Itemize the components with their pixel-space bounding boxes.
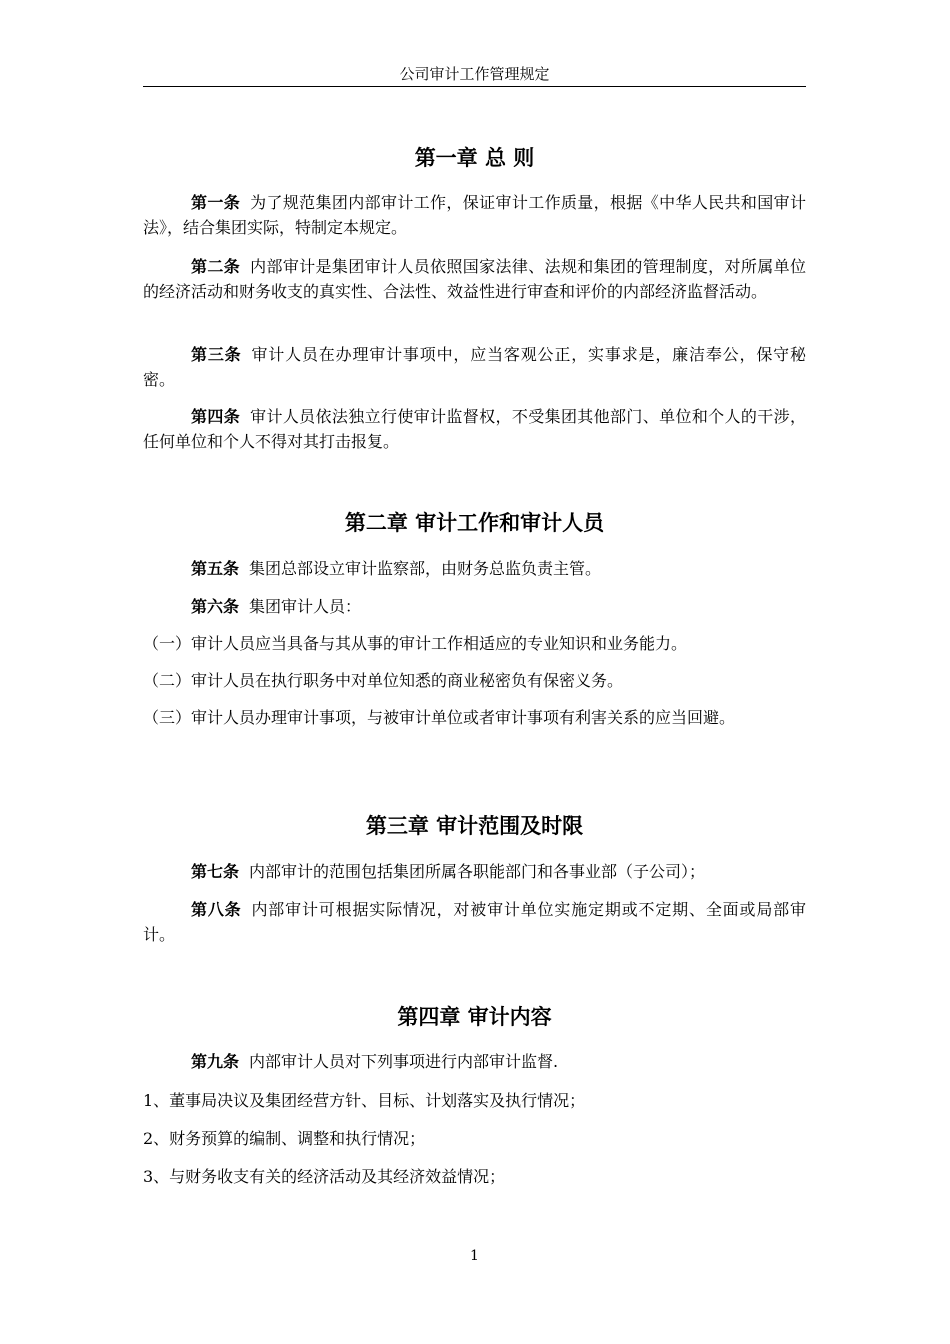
- chapter-4-title: 第四章 审计内容: [397, 1005, 552, 1029]
- list-item: （一）审计人员应当具备与其从事的审计工作相适应的专业知识和业务能力。: [143, 634, 688, 653]
- article-number: 第六条: [191, 597, 240, 616]
- article-number: 第二条: [191, 257, 241, 276]
- article-text: 内部审计人员对下列事项进行内部审计监督.: [249, 1052, 559, 1071]
- article-text: 审计人员依法独立行使审计监督权，不受集团其他部门、单位和个人的干涉，任何单位和个人不得对其打击报复。: [143, 407, 806, 451]
- article-8: [143, 897, 806, 947]
- chapter-2-title: 第二章 审计工作和审计人员: [344, 511, 605, 535]
- list-item: （三）审计人员办理审计事项，与被审计单位或者审计事项有利害关系的应当回避。: [143, 708, 736, 727]
- article-text: 集团总部设立审计监察部，由财务总监负责主管。: [249, 559, 602, 578]
- article-text: 审计人员在办理审计事项中，应当客观公正，实事求是，廉洁奉公，保守秘密。: [143, 345, 806, 389]
- article-5: [143, 556, 806, 581]
- article-number: 第四条: [191, 407, 241, 426]
- article-7: [143, 859, 806, 884]
- article-number: 第七条: [191, 862, 240, 881]
- page-number: 1: [470, 1248, 479, 1264]
- article-number: 第五条: [191, 559, 240, 578]
- article-9: [143, 1049, 806, 1074]
- article-1: [143, 190, 806, 240]
- article-3: [143, 342, 806, 392]
- article-text: 集团审计人员：: [249, 597, 362, 616]
- article-text: 内部审计是集团审计人员依照国家法律、法规和集团的管理制度，对所属单位的经济活动和财务收支的真实性、合法性、效益性进行审查和评价的内部经济监督活动。: [143, 257, 806, 301]
- list-item: （二）审计人员在执行职务中对单位知悉的商业秘密负有保密义务。: [143, 671, 624, 690]
- article-text: 为了规范集团内部审计工作，保证审计工作质量，根据《中华人民共和国审计法》，结合集团实际，特制定本规定。: [143, 193, 806, 237]
- article-6: [143, 594, 806, 619]
- article-number: 第三条: [191, 345, 242, 364]
- list-item: 2、财务预算的编制、调整和执行情况；: [143, 1129, 426, 1148]
- running-header: 公司审计工作管理规定: [399, 65, 550, 83]
- chapter-1-title: 第一章 总 则: [414, 146, 535, 170]
- article-text: 内部审计可根据实际情况，对被审计单位实施定期或不定期、全面或局部审计。: [143, 900, 806, 944]
- chapter-3-title: 第三章 审计范围及时限: [365, 814, 584, 838]
- article-number: 第九条: [191, 1052, 240, 1071]
- list-item: 1、董事局决议及集团经营方针、目标、计划落实及执行情况；: [143, 1091, 586, 1110]
- list-item: 3、与财务收支有关的经济活动及其经济效益情况；: [143, 1167, 506, 1186]
- header-rule: [143, 86, 806, 87]
- article-4: [143, 404, 806, 454]
- article-number: 第一条: [191, 193, 241, 212]
- article-text: 内部审计的范围包括集团所属各职能部门和各事业部（子公司）；: [249, 862, 706, 881]
- article-2: [143, 254, 806, 304]
- article-number: 第八条: [191, 900, 242, 919]
